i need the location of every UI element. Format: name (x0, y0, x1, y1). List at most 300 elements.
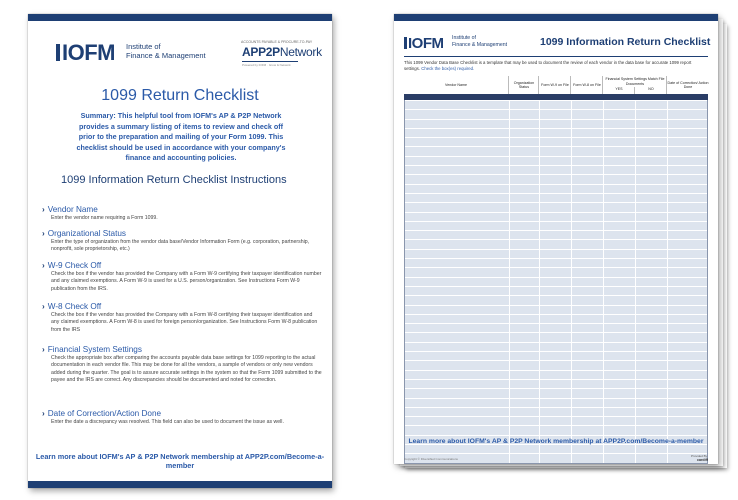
table-cell-divider (571, 231, 572, 239)
table-cell-divider (635, 101, 636, 109)
table-cell-divider (509, 454, 510, 462)
instruction-item (42, 205, 322, 222)
table-cell-divider (603, 278, 604, 286)
table-cell-divider (635, 268, 636, 276)
table-cell-divider (539, 445, 540, 453)
table-cell-divider (603, 203, 604, 211)
table-cell-divider (667, 250, 668, 258)
table-cell-divider (603, 138, 604, 146)
table-cell-divider (539, 259, 540, 267)
app2p-tagline: ACCOUNTS PAYABLE & PROCURE-TO-PAY (241, 40, 313, 44)
table-cell-divider (667, 185, 668, 193)
table-cell-divider (603, 445, 604, 453)
table-cell-divider (603, 454, 604, 462)
table-cell-divider (635, 315, 636, 323)
table-cell-divider (539, 278, 540, 286)
table-cell-divider (635, 240, 636, 248)
table-row (405, 230, 707, 239)
table-cell-divider (539, 231, 540, 239)
table-cell-divider (635, 324, 636, 332)
table-row (405, 370, 707, 379)
table-cell-divider (571, 399, 572, 407)
top-accent-bar (394, 14, 718, 21)
table-cell-divider (635, 408, 636, 416)
table-cell-divider (667, 166, 668, 174)
table-cell-divider (667, 306, 668, 314)
chevron-right-icon: › (42, 345, 45, 354)
table-cell-divider (539, 175, 540, 183)
table-cell-divider (539, 120, 540, 128)
instruction-item (42, 229, 322, 254)
table-cell-divider (571, 426, 572, 434)
table-cell-divider (509, 343, 510, 351)
table-cell-divider (603, 324, 604, 332)
table-cell-divider (539, 222, 540, 230)
provided-by: Provided By: cardiff (690, 454, 708, 462)
table-cell-divider (571, 287, 572, 295)
table-cell-divider (635, 120, 636, 128)
table-cell-divider (571, 213, 572, 221)
table-cell-divider (603, 306, 604, 314)
table-cell-divider (509, 222, 510, 230)
instruction-description: Enter the date a discrepancy was resolved. This field can also be used to document the issue as well. (51, 419, 284, 425)
table-cell-divider (603, 157, 604, 165)
table-cell-divider (509, 213, 510, 221)
table-cell-divider (667, 175, 668, 183)
iofm-logo-subtitle: Institute of Finance & Management (452, 35, 508, 48)
table-cell-divider (571, 147, 572, 155)
table-cell-divider (539, 426, 540, 434)
table-cell-divider (509, 278, 510, 286)
table-cell-divider (603, 129, 604, 137)
table-cell-divider (667, 110, 668, 118)
table-cell-divider (667, 147, 668, 155)
instruction-title: Date of Correction/Action Done (47, 409, 162, 418)
table-cell-divider (635, 371, 636, 379)
table-body (404, 100, 708, 464)
table-cell-divider (509, 445, 510, 453)
table-cell-divider (539, 147, 540, 155)
table-cell-divider (635, 296, 636, 304)
table-cell-divider (667, 213, 668, 221)
table-cell-divider (635, 231, 636, 239)
table-cell-divider (539, 157, 540, 165)
table-cell-divider (509, 371, 510, 379)
app2p-logo: APP2PNetwork (242, 45, 322, 59)
table-cell-divider (509, 306, 510, 314)
table-cell-divider (509, 417, 510, 425)
table-cell-divider (509, 324, 510, 332)
table-cell-divider (509, 268, 510, 276)
table-cell-divider (509, 120, 510, 128)
instructions-heading: 1099 Information Return Checklist Instructions (61, 174, 287, 186)
table-cell-divider (539, 306, 540, 314)
instruction-item (42, 261, 322, 293)
table-cell-divider (667, 408, 668, 416)
table-cell-divider (539, 296, 540, 304)
table-cell-divider (667, 399, 668, 407)
table-cell-divider (667, 333, 668, 341)
table-row (405, 156, 707, 165)
table-cell-divider (539, 333, 540, 341)
table-row (405, 286, 707, 295)
table-cell-divider (509, 240, 510, 248)
table-cell-divider (635, 333, 636, 341)
table-cell-divider (539, 110, 540, 118)
chevron-right-icon: › (42, 261, 45, 270)
table-cell-divider (667, 203, 668, 211)
table-cell-divider (509, 194, 510, 202)
table-cell-divider (635, 147, 636, 155)
table-cell-divider (603, 389, 604, 397)
table-cell-divider (571, 175, 572, 183)
table-cell-divider (571, 222, 572, 230)
header-org-status: Organization Status (508, 76, 539, 94)
instruction-title: Vendor Name (47, 205, 98, 214)
header-w9: Form W-9 on File (538, 76, 571, 94)
table-cell-divider (667, 231, 668, 239)
intro-text: This 1099 Vendor Data Base Checklist is a template that may be used to document the review of each vendor in the data base for accurate 1099 report settings. Check the box(es) required. (404, 60, 692, 71)
table-cell-divider (667, 352, 668, 360)
chevron-right-icon: › (42, 205, 45, 214)
table-cell-divider (667, 417, 668, 425)
table-row (405, 388, 707, 397)
table-cell-divider (635, 157, 636, 165)
table-cell-divider (603, 110, 604, 118)
table-cell-divider (603, 250, 604, 258)
table-cell-divider (603, 417, 604, 425)
table-cell-divider (635, 361, 636, 369)
table-cell-divider (571, 101, 572, 109)
table-row (405, 212, 707, 221)
header-w8: Form W-8 on File (570, 76, 603, 94)
table-cell-divider (509, 287, 510, 295)
instruction-description: Enter the vendor name requiring a Form 1099. (51, 215, 158, 221)
table-cell-divider (635, 203, 636, 211)
table-cell-divider (509, 380, 510, 388)
header-financial-system-settings: Financial System Settings Match File Documents (602, 76, 667, 87)
table-cell-divider (509, 352, 510, 360)
table-cell-divider (539, 315, 540, 323)
table-cell-divider (635, 194, 636, 202)
table-cell-divider (603, 120, 604, 128)
table-cell-divider (603, 287, 604, 295)
table-row (405, 239, 707, 248)
table-cell-divider (539, 399, 540, 407)
table-cell-divider (635, 352, 636, 360)
table-cell-divider (603, 240, 604, 248)
table-cell-divider (667, 129, 668, 137)
table-cell-divider (667, 343, 668, 351)
instruction-title: Financial System Settings (47, 345, 142, 354)
table-cell-divider (635, 417, 636, 425)
intro-link: Check the box(es) required. (421, 66, 475, 71)
table-cell-divider (603, 361, 604, 369)
table-cell-divider (571, 110, 572, 118)
table-cell-divider (603, 315, 604, 323)
table-cell-divider (509, 166, 510, 174)
table-row (405, 407, 707, 416)
table-cell-divider (509, 389, 510, 397)
table-cell-divider (539, 287, 540, 295)
iofm-logo: IOFM (56, 40, 115, 66)
table-cell-divider (571, 324, 572, 332)
table-cell-divider (603, 166, 604, 174)
table-cell-divider (635, 454, 636, 462)
instruction-title: Organizational Status (47, 229, 127, 238)
chevron-right-icon: › (42, 409, 45, 418)
table-cell-divider (667, 324, 668, 332)
table-cell-divider (539, 268, 540, 276)
table-cell-divider (667, 194, 668, 202)
app2p-footnote: Powered by IOFM · Grow & Network (242, 63, 291, 67)
membership-link[interactable]: Learn more about IOFM's AP & P2P Network membership at APP2P.com/Become-a-member (408, 438, 704, 445)
table-cell-divider (509, 296, 510, 304)
table-cell-divider (509, 185, 510, 193)
instruction-description: Check the appropriate box after comparing the accounts payable data base settings for 1099 reporting to the actual documentation in each vendor file. This may be done for all the vendors, a sample of vendors or only new vendors added during the quarter. The goal is to assure accurate settings in the system so that the Form 1099 submitted to the payee and the IRS are correct. Any discrepancies should be documented and noted for correction. (51, 355, 322, 383)
iofm-logo: IOFM (404, 35, 444, 52)
table-row (405, 425, 707, 434)
table-cell-divider (509, 361, 510, 369)
table-cell-divider (635, 222, 636, 230)
table-cell-divider (635, 259, 636, 267)
table-cell-divider (509, 138, 510, 146)
page-title: 1099 Return Checklist (101, 87, 259, 104)
table-cell-divider (539, 166, 540, 174)
table-cell-divider (509, 426, 510, 434)
divider (404, 56, 708, 57)
table-cell-divider (571, 306, 572, 314)
table-cell-divider (539, 380, 540, 388)
table-row (405, 323, 707, 332)
table-cell-divider (603, 268, 604, 276)
table-row (405, 165, 707, 174)
table-cell-divider (509, 157, 510, 165)
iofm-logo-subtitle: Institute of Finance & Management (126, 42, 206, 60)
table-row (405, 267, 707, 276)
table-cell-divider (667, 259, 668, 267)
instruction-item (42, 302, 322, 334)
table-row (405, 174, 707, 183)
table-cell-divider (539, 194, 540, 202)
table-cell-divider (603, 296, 604, 304)
table-cell-divider (509, 175, 510, 183)
table-cell-divider (603, 343, 604, 351)
table-row (405, 193, 707, 202)
table-header (404, 76, 708, 94)
table-cell-divider (667, 101, 668, 109)
table-cell-divider (539, 250, 540, 258)
table-cell-divider (635, 399, 636, 407)
copyright: Copyright © Diversified Communications (404, 457, 458, 461)
table-cell-divider (509, 231, 510, 239)
table-cell-divider (539, 203, 540, 211)
table-cell-divider (509, 399, 510, 407)
table-cell-divider (635, 343, 636, 351)
table-cell-divider (667, 222, 668, 230)
table-cell-divider (571, 454, 572, 462)
table-cell-divider (509, 110, 510, 118)
table-cell-divider (509, 408, 510, 416)
table-cell-divider (571, 268, 572, 276)
table-cell-divider (571, 138, 572, 146)
table-cell-divider (667, 315, 668, 323)
membership-link[interactable]: Learn more about IOFM's AP & P2P Network membership at APP2P.com/Become-a-member (35, 452, 325, 470)
table-cell-divider (603, 213, 604, 221)
table-cell-divider (539, 352, 540, 360)
table-row (405, 379, 707, 388)
table-cell-divider (571, 380, 572, 388)
table-cell-divider (667, 278, 668, 286)
table-cell-divider (539, 324, 540, 332)
table-cell-divider (603, 194, 604, 202)
table-row (405, 137, 707, 146)
table-cell-divider (635, 110, 636, 118)
instruction-title: W-8 Check Off (47, 302, 102, 311)
table-cell-divider (635, 129, 636, 137)
table-cell-divider (539, 101, 540, 109)
table-cell-divider (635, 138, 636, 146)
table-cell-divider (539, 408, 540, 416)
instruction-description: Check the box if the vendor has provided the Company with a Form W-9 certifying their taxpayer identification number and any claimed exemptions. A Form W-9 is used for a U.S. person/organization. See Instructions Form W-9 publication from the IRS. (51, 271, 322, 292)
instruction-item (42, 409, 322, 426)
table-cell-divider (603, 231, 604, 239)
table-cell-divider (571, 166, 572, 174)
table-cell-divider (509, 147, 510, 155)
table-cell-divider (635, 166, 636, 174)
table-cell-divider (603, 175, 604, 183)
table-cell-divider (667, 371, 668, 379)
table-cell-divider (635, 250, 636, 258)
table-row (405, 184, 707, 193)
table-cell-divider (635, 185, 636, 193)
table-cell-divider (571, 389, 572, 397)
checklist-table (404, 76, 708, 464)
table-cell-divider (571, 333, 572, 341)
table-cell-divider (509, 315, 510, 323)
header-vendor-name: Vendor Name (445, 82, 467, 87)
bottom-accent-bar (28, 481, 332, 488)
table-cell-divider (635, 389, 636, 397)
table-cell-divider (571, 417, 572, 425)
table-cell-divider (635, 445, 636, 453)
table-row (405, 202, 707, 211)
table-row (405, 221, 707, 230)
table-cell-divider (539, 454, 540, 462)
table-cell-divider (603, 222, 604, 230)
table-cell-divider (603, 408, 604, 416)
table-cell-divider (509, 250, 510, 258)
table-cell-divider (571, 361, 572, 369)
table-row (405, 128, 707, 137)
table-cell-divider (571, 259, 572, 267)
table-row (405, 249, 707, 258)
table-cell-divider (571, 343, 572, 351)
top-accent-bar (28, 14, 332, 21)
table-cell-divider (539, 138, 540, 146)
table-row (405, 332, 707, 341)
table-cell-divider (667, 445, 668, 453)
table-cell-divider (571, 408, 572, 416)
table-cell-divider (571, 278, 572, 286)
chevron-right-icon: › (42, 302, 45, 311)
table-cell-divider (603, 371, 604, 379)
page-title: 1099 Information Return Checklist (540, 36, 711, 48)
table-row (405, 416, 707, 425)
table-row (405, 119, 707, 128)
table-cell-divider (539, 240, 540, 248)
header-no: NO (634, 87, 667, 94)
table-cell-divider (667, 157, 668, 165)
instruction-description: Enter the type of organization from the vendor data base/Vendor Information Form (e.g. corporation, partnership, nonprofit, sole proprietorship, etc.) (51, 239, 310, 253)
table-cell-divider (667, 287, 668, 295)
table-row (405, 258, 707, 267)
table-cell-divider (539, 343, 540, 351)
table-cell-divider (667, 138, 668, 146)
table-cell-divider (667, 361, 668, 369)
table-cell-divider (509, 129, 510, 137)
table-cell-divider (635, 306, 636, 314)
table-cell-divider (603, 333, 604, 341)
table-cell-divider (571, 445, 572, 453)
table-row (405, 277, 707, 286)
table-cell-divider (571, 194, 572, 202)
table-cell-divider (539, 389, 540, 397)
table-cell-divider (571, 296, 572, 304)
table-row (405, 305, 707, 314)
instruction-description: Check the box if the vendor has provided the Company with a Form W-8 certifying their taxpayer identification and any claimed exemptions. A Form W-8 is used for foreign person/organization. See Instructions Form W-8 publication from the IRS (51, 312, 318, 333)
table-row (405, 444, 707, 453)
table-cell-divider (539, 361, 540, 369)
table-cell-divider (539, 371, 540, 379)
table-cell-divider (571, 352, 572, 360)
table-row (405, 360, 707, 369)
table-row (405, 295, 707, 304)
header-yes: YES (602, 87, 635, 94)
summary-text: Summary: This helpful tool from IOFM's AP & P2P Network provides a summary listing of items to review and check off prior to the preparation and mailing of your Form 1099. This checklist should be used in accordance with your company's finance and accounting policies. (76, 111, 286, 162)
table-cell-divider (539, 185, 540, 193)
table-cell-divider (571, 315, 572, 323)
table-row (405, 146, 707, 155)
checklist-instructions-page (28, 14, 332, 488)
table-cell-divider (603, 259, 604, 267)
table-cell-divider (635, 278, 636, 286)
table-row (405, 398, 707, 407)
instruction-title: W-9 Check Off (47, 261, 102, 270)
table-cell-divider (635, 213, 636, 221)
table-cell-divider (667, 380, 668, 388)
table-cell-divider (667, 426, 668, 434)
table-cell-divider (603, 147, 604, 155)
table-cell-divider (667, 268, 668, 276)
table-cell-divider (603, 101, 604, 109)
table-row (405, 351, 707, 360)
table-cell-divider (539, 213, 540, 221)
table-cell-divider (571, 240, 572, 248)
table-cell-divider (635, 426, 636, 434)
table-cell-divider (571, 250, 572, 258)
table-cell-divider (509, 203, 510, 211)
table-cell-divider (603, 426, 604, 434)
table-cell-divider (603, 185, 604, 193)
checklist-table-page (394, 14, 718, 464)
table-row (405, 342, 707, 351)
table-cell-divider (667, 389, 668, 397)
instruction-item (42, 345, 322, 384)
app2p-underline (242, 61, 298, 62)
table-cell-divider (571, 120, 572, 128)
table-cell-divider (667, 296, 668, 304)
